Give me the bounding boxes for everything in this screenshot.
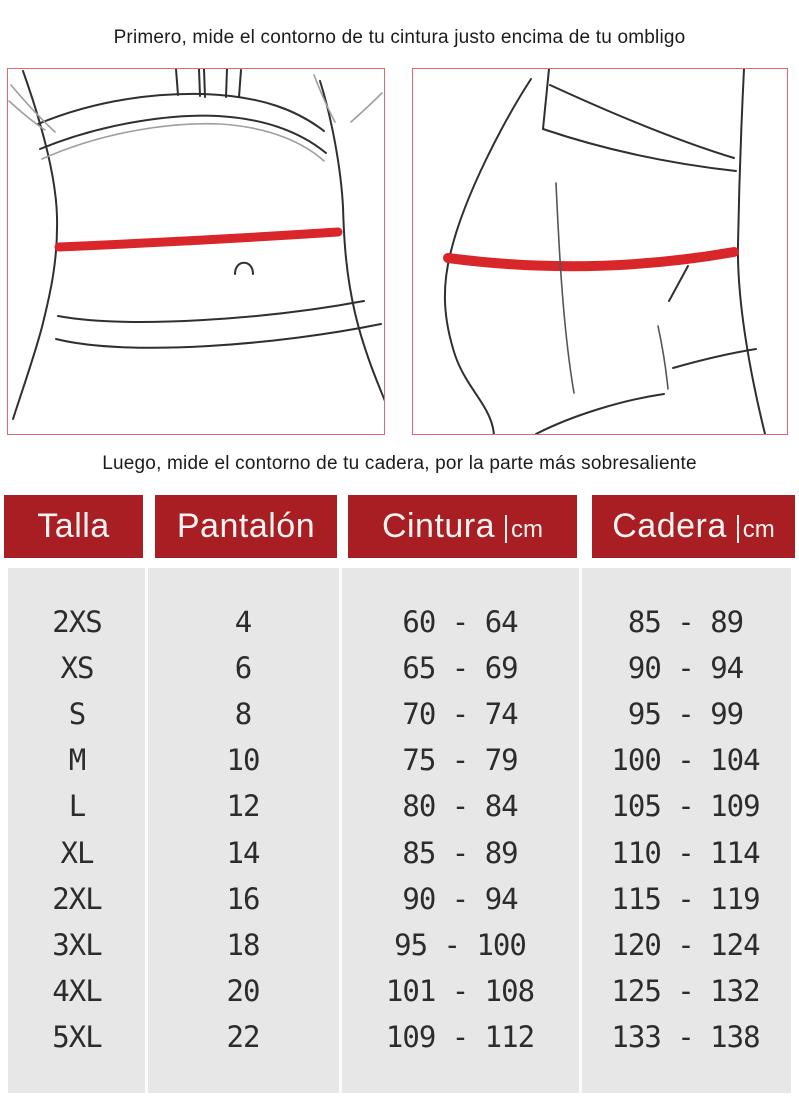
- cell-cintura: 80 - 84: [402, 789, 518, 824]
- instruction-waist-text: Primero, mide el contorno de tu cintura justo encima de tu ombligo: [113, 27, 686, 48]
- header-label: Pantalón: [176, 507, 316, 545]
- table-row: [8, 1015, 791, 1061]
- cell-cintura: 70 - 74: [402, 696, 518, 731]
- cell-cintura: 65 - 69: [402, 650, 518, 685]
- cell-cintura: 75 - 79: [402, 743, 518, 778]
- table-row: [8, 922, 791, 968]
- instruction-hip-text: Luego, mide el contorno de tu cadera, por la parte más sobresaliente: [102, 453, 697, 474]
- cell-cadera: 133 - 138: [611, 1020, 760, 1055]
- cell-talla: XL: [60, 835, 94, 870]
- cell-talla: M: [68, 743, 86, 778]
- hip-side-illustration: [413, 69, 787, 434]
- table-row: [8, 738, 791, 784]
- hip-measure-line: [448, 252, 734, 266]
- cell-pantalon: 16: [226, 881, 260, 916]
- cell-cintura: 90 - 94: [402, 881, 518, 916]
- cell-cadera: 115 - 119: [611, 881, 760, 916]
- cell-pantalon: 4: [234, 604, 252, 639]
- hip-side-illustration-frame: [412, 68, 788, 435]
- cell-talla: 5XL: [52, 1020, 102, 1055]
- cell-pantalon: 8: [234, 696, 252, 731]
- table-row: [8, 645, 791, 691]
- cell-cadera: 85 - 89: [627, 604, 744, 639]
- size-table-header-pantalon: [155, 495, 337, 558]
- header-unit: cm: [742, 515, 775, 543]
- cell-pantalon: 18: [226, 927, 260, 962]
- cell-cadera: 110 - 114: [611, 835, 760, 870]
- size-table-header-cadera: [592, 495, 795, 558]
- cell-cintura: 95 - 100: [394, 927, 526, 962]
- cell-pantalon: 22: [226, 1020, 260, 1055]
- cell-talla: S: [68, 696, 86, 731]
- cell-pantalon: 10: [226, 743, 260, 778]
- size-table-header-talla: [4, 495, 143, 558]
- cell-pantalon: 14: [226, 835, 260, 870]
- size-table-rows: [8, 599, 791, 1061]
- waist-measure-line: [59, 232, 338, 247]
- header-unit: cm: [511, 515, 544, 543]
- cell-cadera: 90 - 94: [627, 650, 744, 685]
- cell-cadera: 120 - 124: [611, 927, 760, 962]
- unit-divider-bar: [737, 515, 739, 543]
- size-table-body: [8, 568, 791, 1093]
- table-row: [8, 599, 791, 645]
- table-row: [8, 830, 791, 876]
- cell-cadera: 95 - 99: [627, 696, 744, 731]
- header-label: Talla: [37, 507, 110, 545]
- waist-front-illustration-frame: [7, 68, 385, 435]
- cell-cintura: 101 - 108: [385, 974, 535, 1009]
- cell-cintura: 60 - 64: [402, 604, 518, 639]
- cell-pantalon: 20: [226, 974, 260, 1009]
- cell-cintura: 85 - 89: [402, 835, 518, 870]
- cell-pantalon: 12: [226, 789, 260, 824]
- header-label: Cintura: [381, 507, 496, 545]
- cell-talla: 2XS: [52, 604, 102, 639]
- table-row: [8, 691, 791, 737]
- header-label: Cadera: [612, 507, 727, 545]
- cell-pantalon: 6: [234, 650, 252, 685]
- cell-talla: 2XL: [52, 881, 102, 916]
- cell-cintura: 109 - 112: [385, 1020, 535, 1055]
- unit-divider-bar: [505, 515, 507, 543]
- cell-cadera: 125 - 132: [611, 974, 760, 1009]
- table-row: [8, 876, 791, 922]
- cell-talla: XS: [60, 650, 94, 685]
- table-row: [8, 784, 791, 830]
- cell-cadera: 100 - 104: [611, 743, 760, 778]
- cell-talla: L: [68, 789, 86, 824]
- table-row: [8, 969, 791, 1015]
- cell-talla: 3XL: [52, 927, 102, 962]
- cell-talla: 4XL: [52, 974, 102, 1009]
- size-table-header-cintura: [348, 495, 577, 558]
- waist-front-illustration: [8, 69, 384, 434]
- cell-cadera: 105 - 109: [611, 789, 760, 824]
